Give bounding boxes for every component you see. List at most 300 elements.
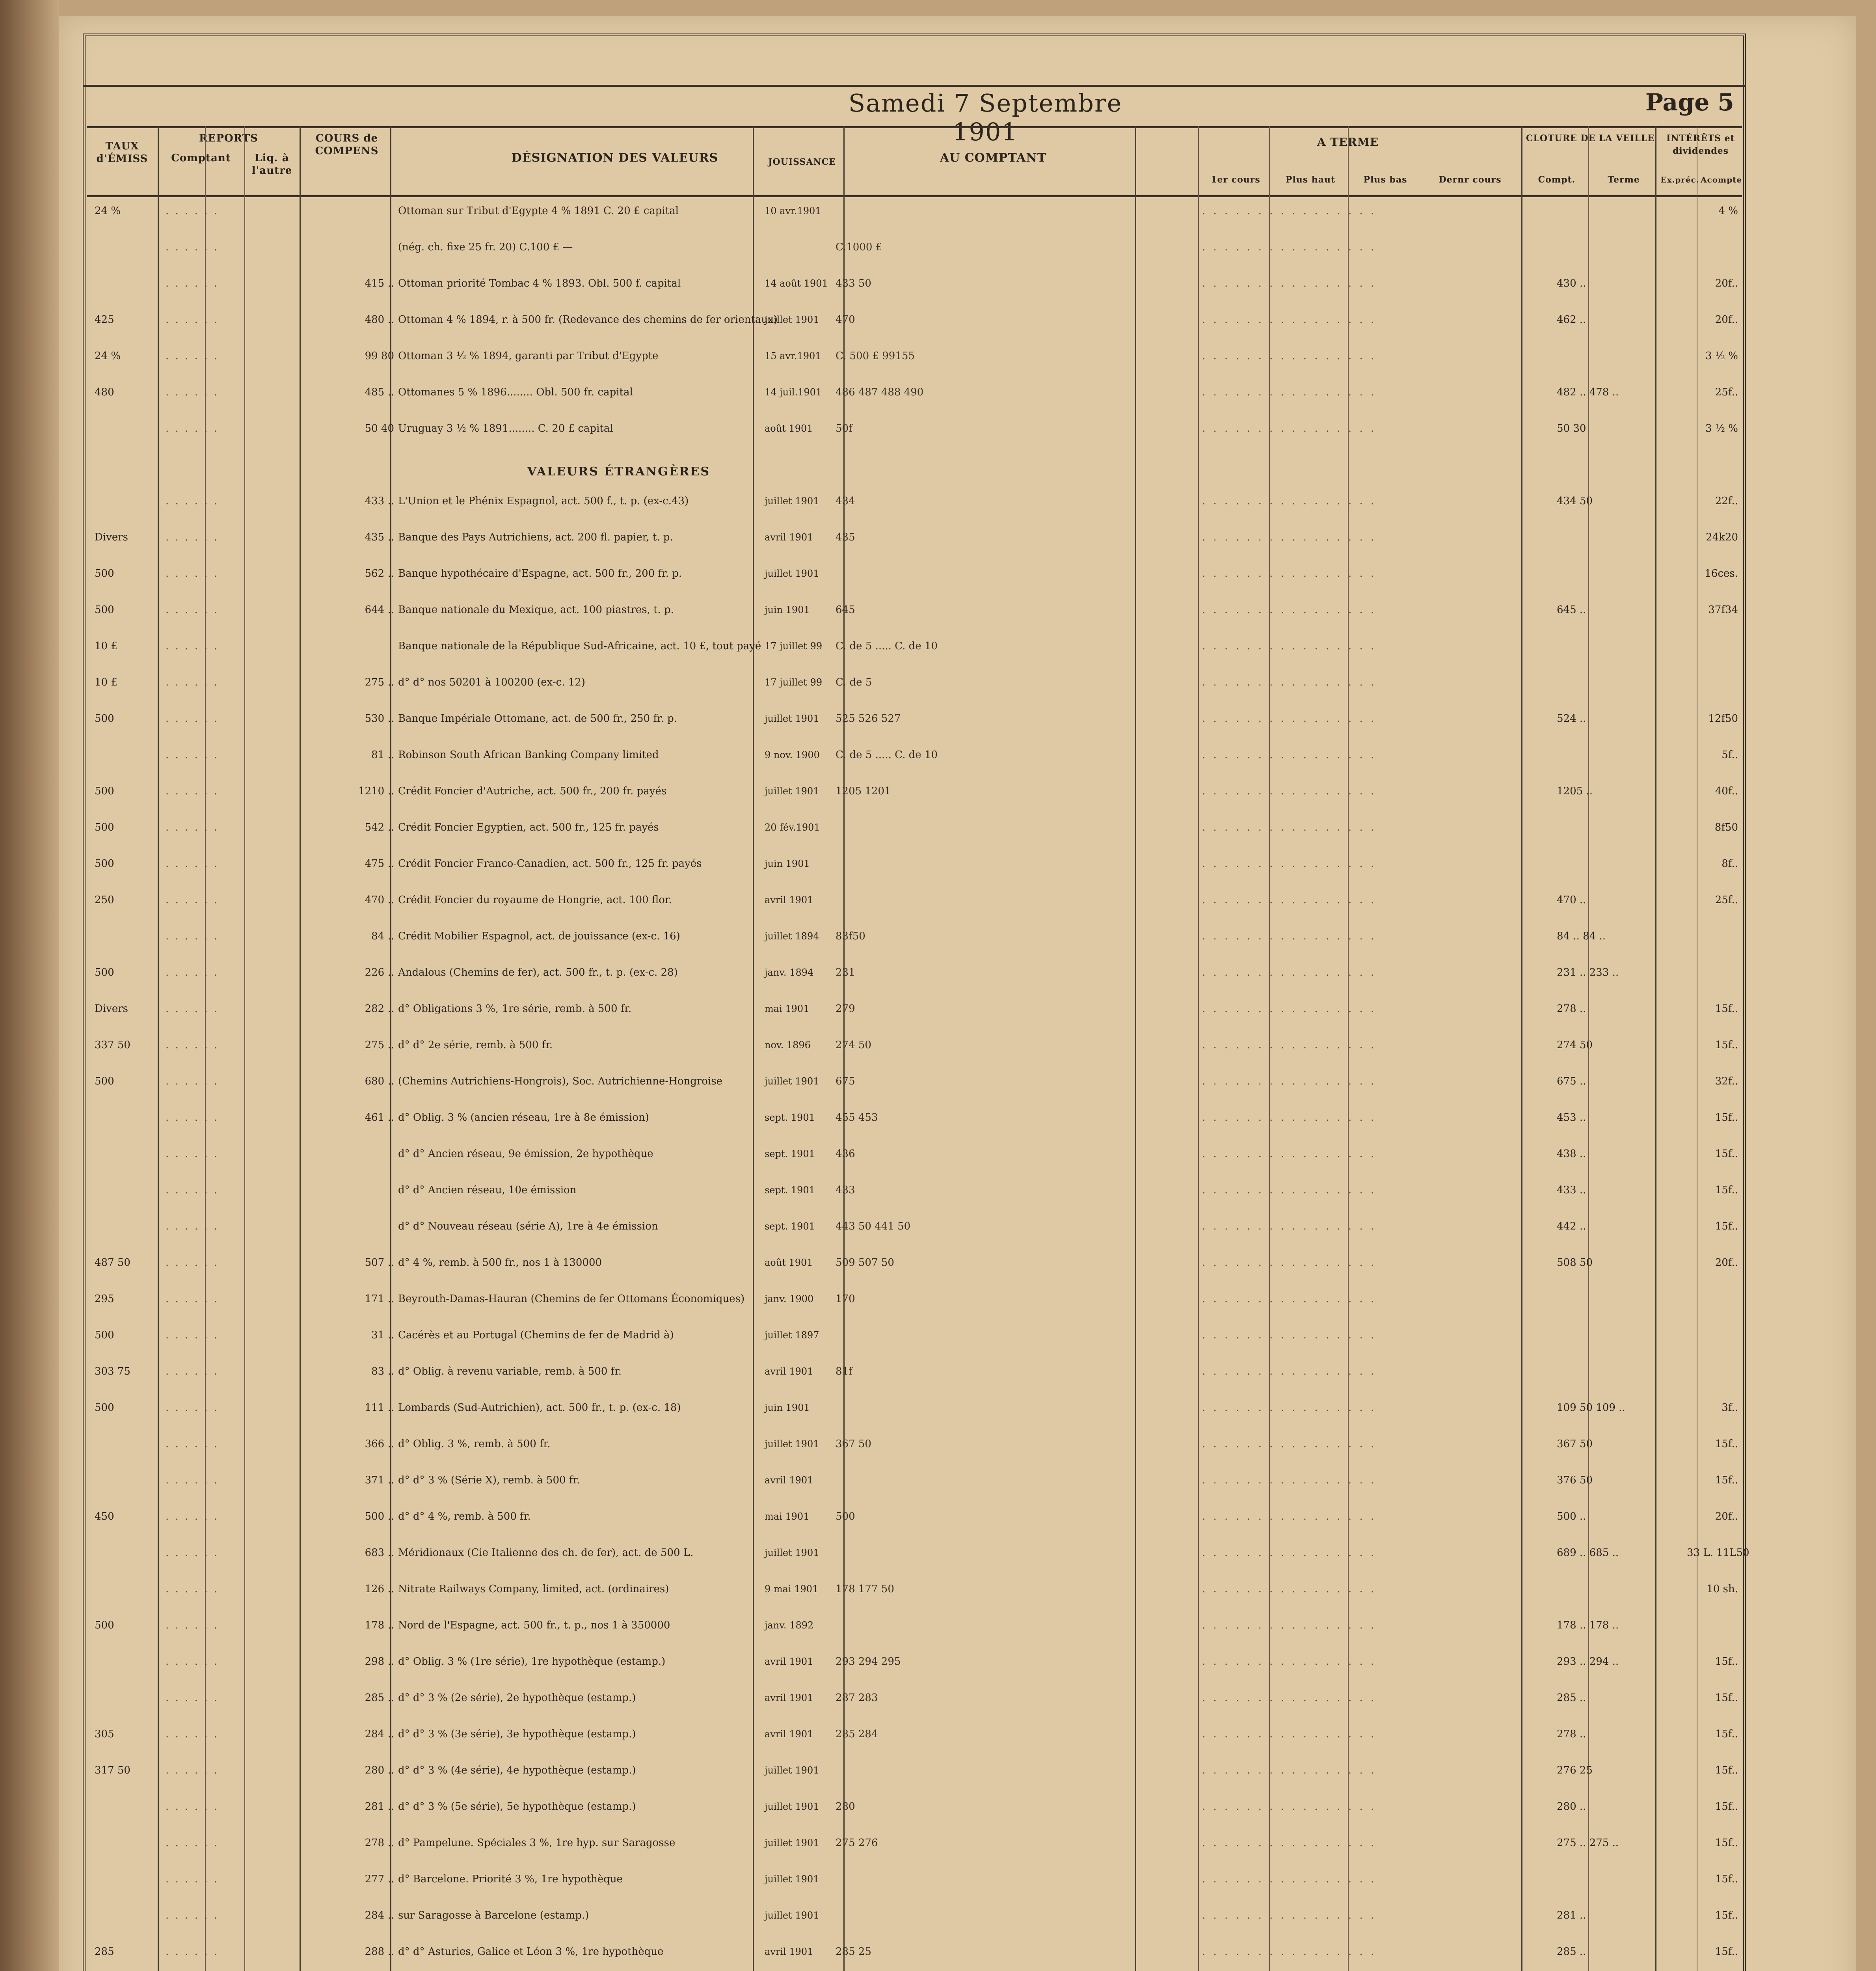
- dotted-leader: . . . . . . . . . . . . . . . .: [1202, 930, 1377, 942]
- cell-jouissance: sept. 1901: [765, 1148, 815, 1159]
- table-row: [87, 1728, 1742, 1753]
- cell-cours: 111 ..: [365, 1402, 394, 1414]
- cell-cours: 415 ..: [365, 278, 394, 289]
- cell-designation: Banque nationale du Mexique, act. 100 piastres, t. p.: [398, 604, 674, 616]
- cell-designation: (nég. ch. fixe 25 fr. 20) C.100 £ —: [398, 241, 573, 253]
- cell-jouissance: juillet 1901: [765, 786, 819, 797]
- cell-designation: d° Oblig. à revenu variable, remb. à 500 fr.: [398, 1366, 622, 1377]
- table-row: [87, 1075, 1742, 1100]
- cell-comptant: 443 50 441 50: [836, 1220, 911, 1232]
- cell-jouissance: juillet 1894: [765, 931, 819, 942]
- table-row: [87, 1366, 1742, 1390]
- cell-jouissance: avril 1901: [765, 532, 813, 543]
- dotted-leader: . . . . . .: [166, 241, 219, 253]
- cell-designation: d° d° Ancien réseau, 10e émission: [398, 1184, 577, 1196]
- cell-taux: 500: [95, 713, 114, 725]
- cell-taux: 500: [95, 568, 114, 579]
- cell-cloture: 433 ..: [1557, 1184, 1586, 1196]
- cell-designation: Crédit Foncier d'Autriche, act. 500 fr., 200 fr. payés: [398, 785, 667, 797]
- dotted-leader: . . . . . . . . . . . . . . . .: [1202, 423, 1377, 434]
- cell-jouissance: juillet 1901: [765, 1076, 819, 1087]
- cell-taux: 337 50: [95, 1039, 130, 1051]
- cell-cloture: 442 ..: [1557, 1220, 1586, 1232]
- dotted-leader: . . . . . . . . . . . . . . . .: [1202, 1764, 1377, 1776]
- cell-comptant: 279: [836, 1003, 855, 1015]
- cell-comptant: 433 50: [836, 278, 871, 289]
- header-jouissance: JOUISSANCE: [768, 157, 836, 167]
- dotted-leader: . . . . . .: [166, 1184, 219, 1196]
- cell-interets: 5f..: [1722, 749, 1738, 761]
- cell-taux: 500: [95, 1402, 114, 1414]
- cell-cloture: 438 ..: [1557, 1148, 1586, 1160]
- cell-jouissance: juin 1901: [765, 604, 810, 615]
- cell-cloture: 280 ..: [1557, 1801, 1586, 1813]
- cell-designation: Ottoman priorité Tombac 4 % 1893. Obl. 500 f. capital: [398, 278, 681, 289]
- cell-designation: Ottoman 4 % 1894, r. à 500 fr. (Redevance des chemins de fer orientaux): [398, 314, 778, 326]
- table-row: [87, 713, 1742, 737]
- cell-comptant: 455 453: [836, 1112, 878, 1123]
- cell-interets: 15f..: [1715, 1039, 1738, 1051]
- header-interets: INTÉRÊTS et dividendes: [1666, 133, 1735, 156]
- cell-taux: 500: [95, 967, 114, 978]
- table-row: [87, 1329, 1742, 1354]
- header-cloture: CLOTURE DE LA VEILLE: [1526, 133, 1655, 143]
- cell-taux: 500: [95, 822, 114, 833]
- header-interets-col: Acompte: [1701, 175, 1742, 184]
- cell-interets: 33 L. 11L50: [1687, 1547, 1749, 1559]
- dotted-leader: . . . . . . . . . . . . . . . .: [1202, 1656, 1377, 1667]
- cell-designation: d° d° nos 50201 à 100200 (ex-c. 12): [398, 676, 585, 688]
- table-row: [87, 1438, 1742, 1462]
- cell-cours: 507 ..: [365, 1257, 394, 1269]
- cell-taux: 285: [95, 1946, 114, 1958]
- cell-interets: 37f34: [1708, 604, 1738, 616]
- cell-designation: d° d° 3 % (Série X), remb. à 500 fr.: [398, 1474, 580, 1486]
- cell-taux: 500: [95, 604, 114, 616]
- table-row: [87, 676, 1742, 701]
- cell-taux: 500: [95, 785, 114, 797]
- header-interets-col: Ex.préc.: [1660, 175, 1699, 184]
- cell-interets: 15f..: [1715, 1656, 1738, 1667]
- cell-cours: 282 ..: [365, 1003, 394, 1015]
- table-row: [87, 1547, 1749, 1571]
- cell-designation: d° Obligations 3 %, 1re série, remb. à 500 fr.: [398, 1003, 632, 1015]
- cell-interets: 20f..: [1715, 1257, 1738, 1269]
- dotted-leader: . . . . . .: [166, 1692, 219, 1704]
- cell-cloture: 376 50: [1557, 1474, 1593, 1486]
- header-designation: DÉSIGNATION DES VALEURS: [511, 151, 718, 165]
- dotted-leader: . . . . . . . . . . . . . . . .: [1202, 1003, 1377, 1015]
- cell-cloture: 293 .. 294 ..: [1557, 1656, 1619, 1667]
- dotted-leader: . . . . . . . . . . . . . . . .: [1202, 1257, 1377, 1269]
- cell-taux: 500: [95, 858, 114, 870]
- dotted-leader: . . . . . .: [166, 1220, 219, 1232]
- dotted-leader: . . . . . . . . . . . . . . . .: [1202, 1474, 1377, 1486]
- dotted-leader: . . . . . . . . . . . . . . . .: [1202, 1148, 1377, 1160]
- cell-comptant: 434: [836, 495, 855, 507]
- dotted-leader: . . . . . .: [166, 531, 219, 543]
- cell-designation: Ottoman sur Tribut d'Egypte 4 % 1891 C. 20 £ capital: [398, 205, 679, 217]
- cell-jouissance: juillet 1901: [765, 568, 819, 579]
- cell-cours: 298 ..: [365, 1656, 394, 1667]
- cell-interets: 20f..: [1715, 278, 1738, 289]
- cell-taux: 303 75: [95, 1366, 130, 1377]
- table-row: [87, 1402, 1742, 1426]
- cell-cours: 475 ..: [365, 858, 394, 870]
- cell-jouissance: 17 juillet 99: [765, 677, 823, 688]
- section-title: VALEURS ÉTRANGÈRES: [527, 465, 711, 479]
- dotted-leader: . . . . . .: [166, 1910, 219, 1921]
- dotted-leader: . . . . . .: [166, 858, 219, 870]
- dotted-leader: . . . . . . . . . . . . . . . .: [1202, 967, 1377, 978]
- cell-interets: 25f..: [1715, 894, 1738, 906]
- dotted-leader: . . . . . . . . . . . . . . . .: [1202, 314, 1377, 326]
- table-row: [87, 314, 1742, 338]
- dotted-leader: . . . . . .: [166, 785, 219, 797]
- dotted-leader: . . . . . . . . . . . . . . . .: [1202, 1402, 1377, 1414]
- cell-designation: d° d° 3 % (2e série), 2e hypothèque (estamp.): [398, 1692, 636, 1704]
- header-cours: COURS de COMPENS: [315, 132, 379, 157]
- header-a-terme: A TERME: [1317, 136, 1379, 149]
- cell-designation: Beyrouth-Damas-Hauran (Chemins de fer Ottomans Économiques): [398, 1293, 745, 1305]
- cell-cloture: 462 ..: [1557, 314, 1586, 326]
- cell-designation: d° d° Asturies, Galice et Léon 3 %, 1re hypothèque: [398, 1946, 664, 1958]
- dotted-leader: . . . . . .: [166, 713, 219, 725]
- cell-jouissance: 17 juillet 99: [765, 641, 823, 652]
- cell-cloture: 470 ..: [1557, 894, 1586, 906]
- dotted-leader: . . . . . .: [166, 386, 219, 398]
- cell-cours: 84 ..: [371, 930, 394, 942]
- cell-jouissance: mai 1901: [765, 1511, 810, 1522]
- cell-jouissance: juillet 1901: [765, 496, 819, 507]
- cell-designation: d° d° 3 % (4e série), 4e hypothèque (estamp.): [398, 1764, 636, 1776]
- dotted-leader: . . . . . .: [166, 1438, 219, 1450]
- cell-cours: 171 ..: [365, 1293, 394, 1305]
- cell-taux: 425: [95, 314, 114, 326]
- table-row: [87, 1764, 1742, 1789]
- dotted-leader: . . . . . . . . . . . . . . . .: [1202, 1946, 1377, 1958]
- cell-jouissance: juillet 1897: [765, 1330, 819, 1341]
- cell-cloture: 453 ..: [1557, 1112, 1586, 1123]
- cell-taux: 250: [95, 894, 114, 906]
- cell-comptant: 275 276: [836, 1837, 878, 1849]
- cell-comptant: 293 294 295: [836, 1656, 901, 1667]
- cell-cloture: 645 ..: [1557, 604, 1586, 616]
- cell-designation: Uruguay 3 ½ % 1891........ C. 20 £ capital: [398, 423, 613, 434]
- cell-jouissance: juillet 1901: [765, 1874, 819, 1885]
- dotted-leader: . . . . . .: [166, 568, 219, 579]
- cell-cours: 500 ..: [365, 1511, 394, 1522]
- table-row: [87, 1148, 1742, 1172]
- cell-jouissance: mai 1901: [765, 1003, 810, 1014]
- cell-comptant: 285 25: [836, 1946, 871, 1958]
- cell-designation: Ottoman 3 ½ % 1894, garanti par Tribut d'Egypte: [398, 350, 659, 362]
- cell-interets: 12f50: [1708, 713, 1738, 725]
- cell-comptant: 433: [836, 1184, 855, 1196]
- cell-designation: d° Oblig. 3 % (1re série), 1re hypothèque (estamp.): [398, 1656, 666, 1667]
- cell-jouissance: avril 1901: [765, 1692, 813, 1703]
- dotted-leader: . . . . . . . . . . . . . . . .: [1202, 1511, 1377, 1522]
- dotted-leader: . . . . . . . . . . . . . . . .: [1202, 894, 1377, 906]
- header-au-comptant: AU COMPTANT: [940, 151, 1047, 165]
- cell-cours: 50 40: [365, 423, 394, 434]
- cell-cours: 485 ..: [365, 386, 394, 398]
- cell-designation: Crédit Foncier Franco-Canadien, act. 500 fr., 125 fr. payés: [398, 858, 702, 870]
- table-row: [87, 822, 1742, 846]
- cell-jouissance: juillet 1901: [765, 1910, 819, 1921]
- cell-cours: 99 80: [365, 350, 394, 362]
- cell-cours: 433 ..: [365, 495, 394, 507]
- dotted-leader: . . . . . . . . . . . . . . . .: [1202, 822, 1377, 833]
- table-row: [87, 1837, 1742, 1861]
- dotted-leader: . . . . . . . . . . . . . . . .: [1202, 1583, 1377, 1595]
- table-row: [87, 531, 1742, 556]
- header-liq: Liq. à l'autre: [251, 152, 292, 177]
- dotted-leader: . . . . . . . . . . . . . . . .: [1202, 1293, 1377, 1305]
- cell-cours: 366 ..: [365, 1438, 394, 1450]
- cell-comptant: 1205 1201: [836, 785, 891, 797]
- table-row: [87, 1619, 1742, 1644]
- dotted-leader: . . . . . . . . . . . . . . . .: [1202, 604, 1377, 616]
- dotted-leader: . . . . . . . . . . . . . . . .: [1202, 205, 1377, 217]
- table-row: [87, 205, 1742, 229]
- cell-comptant: 675: [836, 1075, 855, 1087]
- table-row: [87, 1873, 1742, 1898]
- table-row: [87, 1039, 1742, 1064]
- dotted-leader: . . . . . . . . . . . . . . . .: [1202, 713, 1377, 725]
- cell-interets: 15f..: [1715, 1692, 1738, 1704]
- cell-jouissance: 10 avr.1901: [765, 205, 821, 216]
- cell-cloture: 84 .. 84 ..: [1557, 930, 1606, 942]
- cell-jouissance: juillet 1901: [765, 1547, 819, 1558]
- cell-taux: 500: [95, 1329, 114, 1341]
- cell-designation: d° d° 3 % (5e série), 5e hypothèque (estamp.): [398, 1801, 636, 1813]
- cell-cloture: 524 ..: [1557, 713, 1586, 725]
- cell-designation: d° d° Nouveau réseau (série A), 1re à 4e émission: [398, 1220, 658, 1232]
- header-terme-col: Plus bas: [1363, 175, 1407, 185]
- cell-jouissance: 15 avr.1901: [765, 350, 821, 361]
- cell-cloture: 281 ..: [1557, 1910, 1586, 1921]
- cell-comptant: C. de 5: [836, 676, 872, 688]
- cell-designation: Lombards (Sud-Autrichien), act. 500 fr., t. p. (ex-c. 18): [398, 1402, 681, 1414]
- dotted-leader: . . . . . . . . . . . . . . . .: [1202, 1910, 1377, 1921]
- cell-cloture: 278 ..: [1557, 1003, 1586, 1015]
- cell-interets: 22f..: [1715, 495, 1738, 507]
- cell-taux: Divers: [95, 1003, 128, 1015]
- cell-designation: d° Barcelone. Priorité 3 %, 1re hypothèque: [398, 1873, 623, 1885]
- dotted-leader: . . . . . . . . . . . . . . . .: [1202, 640, 1377, 652]
- dotted-leader: . . . . . .: [166, 1511, 219, 1522]
- cell-cloture: 275 .. 275 ..: [1557, 1837, 1619, 1849]
- cell-cloture: 508 50: [1557, 1257, 1593, 1269]
- cell-taux: 480: [95, 386, 114, 398]
- cell-interets: 40f..: [1715, 785, 1738, 797]
- cell-cours: 461 ..: [365, 1112, 394, 1123]
- cell-cloture: 689 .. 685 ..: [1557, 1547, 1619, 1559]
- cell-cloture: 278 ..: [1557, 1728, 1586, 1740]
- dotted-leader: . . . . . .: [166, 1402, 219, 1414]
- dotted-leader: . . . . . . . . . . . . . . . .: [1202, 1619, 1377, 1631]
- dotted-leader: . . . . . .: [166, 1728, 219, 1740]
- cell-cours: 480 ..: [365, 314, 394, 326]
- cell-taux: 24 %: [95, 205, 121, 217]
- cell-jouissance: sept. 1901: [765, 1185, 815, 1196]
- dotted-leader: . . . . . . . . . . . . . . . .: [1202, 1692, 1377, 1704]
- cell-cloture: 274 50: [1557, 1039, 1593, 1051]
- cell-cloture: 109 50 109 ..: [1557, 1402, 1625, 1414]
- table-row: [87, 386, 1742, 411]
- table-row: [87, 423, 1742, 447]
- dotted-leader: . . . . . . . . . . . . . . . .: [1202, 1873, 1377, 1885]
- cell-taux: 487 50: [95, 1257, 130, 1269]
- cell-interets: 15f..: [1715, 1003, 1738, 1015]
- cell-interets: 15f..: [1715, 1112, 1738, 1123]
- cell-cours: 126 ..: [365, 1583, 394, 1595]
- dotted-leader: . . . . . .: [166, 1547, 219, 1559]
- cell-cours: 470 ..: [365, 894, 394, 906]
- cell-taux: 450: [95, 1511, 114, 1522]
- table-row: [87, 1656, 1742, 1680]
- cell-jouissance: nov. 1896: [765, 1040, 811, 1051]
- cell-cloture: 50 30: [1557, 423, 1586, 434]
- cell-jouissance: 9 nov. 1900: [765, 749, 820, 760]
- cell-taux: 10 £: [95, 640, 117, 652]
- dotted-leader: . . . . . .: [166, 1148, 219, 1160]
- dotted-leader: . . . . . . . . . . . . . . . .: [1202, 1039, 1377, 1051]
- cell-cloture: 675 ..: [1557, 1075, 1586, 1087]
- cell-interets: 15f..: [1715, 1910, 1738, 1921]
- table-row: [87, 894, 1742, 918]
- table-row: [87, 930, 1742, 955]
- cell-designation: sur Saragosse à Barcelone (estamp.): [398, 1910, 589, 1921]
- cell-cours: 284 ..: [365, 1728, 394, 1740]
- dotted-leader: . . . . . .: [166, 1329, 219, 1341]
- page-number: Page 5: [1645, 89, 1734, 116]
- dotted-leader: . . . . . .: [166, 1656, 219, 1667]
- cell-comptant: 367 50: [836, 1438, 871, 1450]
- cell-cours: 31 ..: [371, 1329, 394, 1341]
- cell-comptant: 435: [836, 531, 855, 543]
- cell-jouissance: août 1901: [765, 423, 813, 434]
- table-header: [87, 126, 1742, 197]
- cell-comptant: 170: [836, 1293, 855, 1305]
- dotted-leader: . . . . . . . . . . . . . . . .: [1202, 858, 1377, 870]
- dotted-leader: . . . . . .: [166, 822, 219, 833]
- header-terme-col: 1er cours: [1211, 175, 1260, 185]
- cell-cloture: 367 50: [1557, 1438, 1593, 1450]
- cell-cours: 530 ..: [365, 713, 394, 725]
- cell-cloture: 285 ..: [1557, 1946, 1586, 1958]
- dotted-leader: . . . . . .: [166, 1583, 219, 1595]
- cell-interets: 15f..: [1715, 1873, 1738, 1885]
- cell-comptant: 436: [836, 1148, 855, 1160]
- header-comptant-sub: Comptant: [171, 152, 231, 164]
- cell-interets: 15f..: [1715, 1946, 1738, 1958]
- cell-designation: Robinson South African Banking Company limited: [398, 749, 659, 761]
- table-row: [87, 1003, 1742, 1027]
- cell-interets: 15f..: [1715, 1837, 1738, 1849]
- dotted-leader: . . . . . . . . . . . . . . . .: [1202, 1220, 1377, 1232]
- table-row: [87, 967, 1742, 991]
- cell-cours: 371 ..: [365, 1474, 394, 1486]
- cell-designation: Crédit Mobilier Espagnol, act. de jouissance (ex-c. 16): [398, 930, 680, 942]
- dotted-leader: . . . . . .: [166, 1039, 219, 1051]
- cell-cours: 680 ..: [365, 1075, 394, 1087]
- header-terme-col: Dernr cours: [1439, 175, 1502, 185]
- cell-cours: 435 ..: [365, 531, 394, 543]
- dotted-leader: . . . . . .: [166, 1075, 219, 1087]
- cell-cloture: 276 25: [1557, 1764, 1593, 1776]
- cell-designation: Banque des Pays Autrichiens, act. 200 fl. papier, t. p.: [398, 531, 673, 543]
- cell-designation: (Chemins Autrichiens-Hongrois), Soc. Autrichienne-Hongroise: [398, 1075, 722, 1087]
- dotted-leader: . . . . . . . . . . . . . . . .: [1202, 531, 1377, 543]
- cell-cours: 280 ..: [365, 1764, 394, 1776]
- dotted-leader: . . . . . . . . . . . . . . . .: [1202, 1728, 1377, 1740]
- cell-designation: d° Pampelune. Spéciales 3 %, 1re hyp. sur Saragosse: [398, 1837, 676, 1849]
- cell-jouissance: avril 1901: [765, 1946, 813, 1957]
- cell-cloture: 482 .. 478 ..: [1557, 386, 1619, 398]
- cell-jouissance: juillet 1901: [765, 713, 819, 724]
- cell-interets: 8f50: [1714, 822, 1738, 833]
- cell-designation: Méridionaux (Cie Italienne des ch. de fer), act. de 500 L.: [398, 1547, 694, 1559]
- cell-comptant: 470: [836, 314, 855, 326]
- cell-interets: 15f..: [1715, 1474, 1738, 1486]
- cell-jouissance: 9 mai 1901: [765, 1584, 819, 1595]
- dotted-leader: . . . . . .: [166, 676, 219, 688]
- dotted-leader: . . . . . . . . . . . . . . . .: [1202, 278, 1377, 289]
- cell-cours: 288 ..: [365, 1946, 394, 1958]
- cell-cours: 275 ..: [365, 1039, 394, 1051]
- cell-comptant: 509 507 50: [836, 1257, 894, 1269]
- cell-cours: 542 ..: [365, 822, 394, 833]
- dotted-leader: . . . . . .: [166, 1801, 219, 1813]
- dotted-leader: . . . . . .: [166, 495, 219, 507]
- dotted-leader: . . . . . . . . . . . . . . . .: [1202, 1329, 1377, 1341]
- cell-interets: 3f..: [1722, 1402, 1738, 1414]
- table-row: [87, 1474, 1742, 1499]
- cell-comptant: 525 526 527: [836, 713, 901, 725]
- cell-comptant: 274 50: [836, 1039, 871, 1051]
- cell-jouissance: sept. 1901: [765, 1112, 815, 1123]
- header-cloture-col: Compt.: [1538, 175, 1576, 185]
- dotted-leader: . . . . . .: [166, 1003, 219, 1015]
- header-rule: [83, 85, 1746, 87]
- cell-taux: 295: [95, 1293, 114, 1305]
- cell-taux: 317 50: [95, 1764, 130, 1776]
- cell-comptant: 287 283: [836, 1692, 878, 1704]
- table-row: [87, 785, 1742, 810]
- dotted-leader: . . . . . . . . . . . . . . . .: [1202, 568, 1377, 579]
- cell-designation: d° d° Ancien réseau, 9e émission, 2e hypothèque: [398, 1148, 653, 1160]
- cell-jouissance: janv. 1894: [765, 967, 814, 978]
- cell-cours: 1210 ..: [358, 785, 394, 797]
- dotted-leader: . . . . . . . . . . . . . . . .: [1202, 1112, 1377, 1123]
- cell-interets: 4 %: [1718, 205, 1738, 217]
- cell-taux: 24 %: [95, 350, 121, 362]
- dotted-leader: . . . . . . . . . . . . . . . .: [1202, 1184, 1377, 1196]
- table-row: [87, 1112, 1742, 1136]
- cell-interets: 3 ½ %: [1705, 350, 1738, 362]
- header-terme-col: Plus haut: [1285, 175, 1336, 185]
- cell-interets: 3 ½ %: [1705, 423, 1738, 434]
- cell-designation: Nitrate Railways Company, limited, act. (ordinaires): [398, 1583, 669, 1595]
- cell-jouissance: juillet 1901: [765, 1801, 819, 1812]
- cell-cours: 281 ..: [365, 1801, 394, 1813]
- cell-cours: 83 ..: [371, 1366, 394, 1377]
- cell-comptant: C. de 5 ..... C. de 10: [836, 749, 938, 761]
- cell-jouissance: avril 1901: [765, 1729, 813, 1740]
- cell-cours: 284 ..: [365, 1910, 394, 1921]
